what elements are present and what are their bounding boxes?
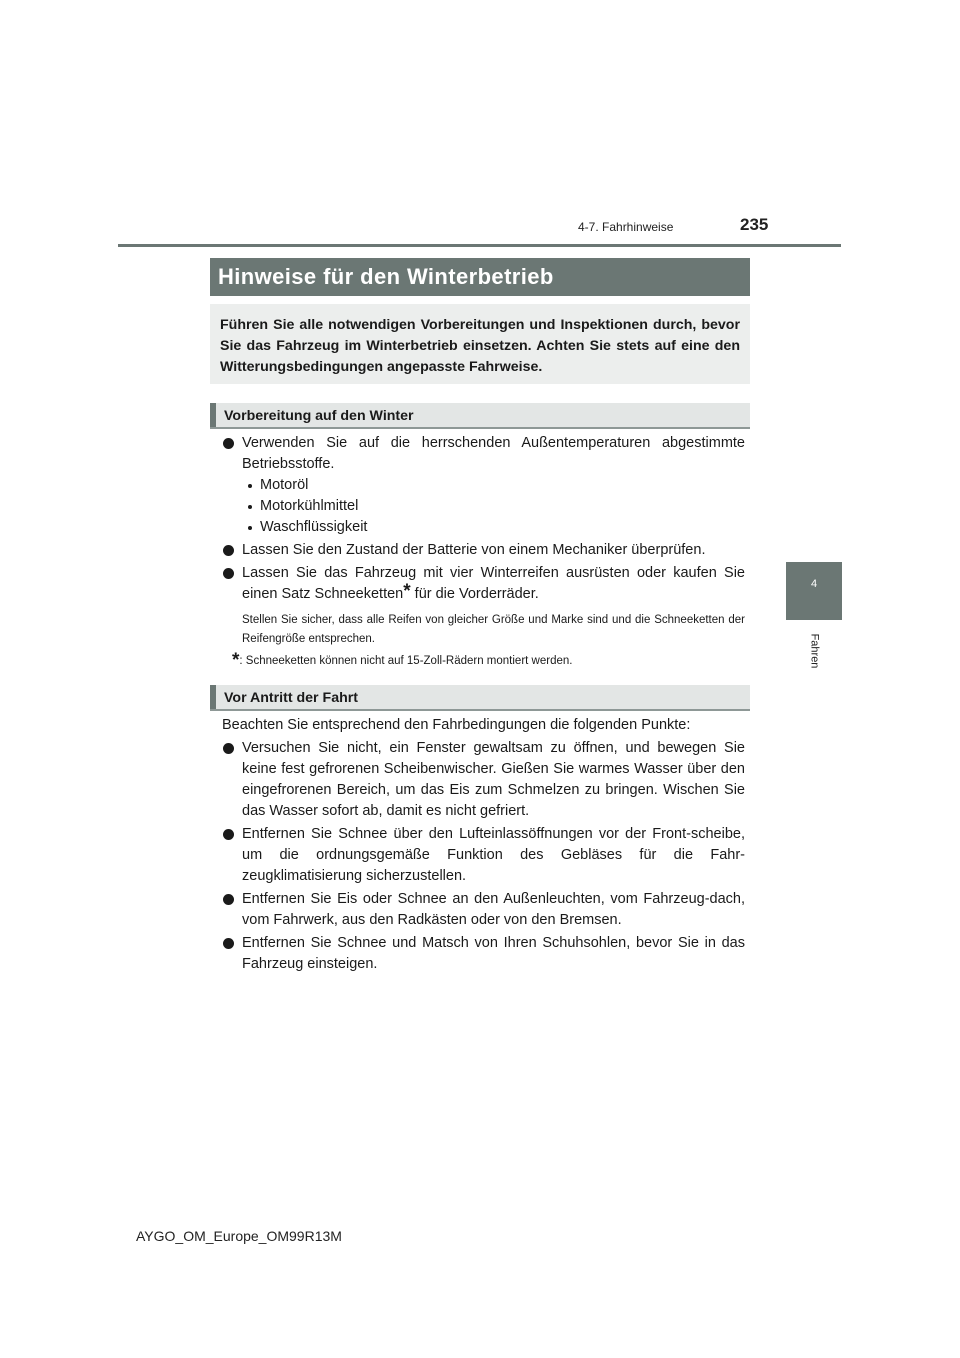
section-heading-before-driving: Vor Antritt der Fahrt [210,685,750,711]
document-footer-id: AYGO_OM_Europe_OM99R13M [136,1228,342,1244]
bullet-item: Lassen Sie den Zustand der Batterie von einem Mechaniker überprüfen. [222,540,745,561]
header-divider [118,244,841,247]
bullet-item: Entfernen Sie Schnee über den Lufteinlassöffnungen vor der Front-scheibe, um die ordnungsgemäße Funktion des Gebläses für die Fahr-zeugklimatisierung sicherzustellen. [222,824,745,887]
page-number: 235 [740,215,769,234]
chapter-tab-label: Fahren [807,633,820,669]
sub-item-kuehlmittel: Motorkühlmittel [222,496,745,517]
intro-box: Führen Sie alle notwendigen Vorbereitungen und Inspektionen durch, bevor Sie das Fahrzeug im Winterbetrieb einsetzen. Achten Sie stets auf eine den Witterungsbedingungen angepasste Fahrweise. [210,304,750,384]
footnote-marker: * [403,581,411,602]
sub-item-waschfluessigkeit: Waschflüssigkeit [222,517,745,538]
bullet-text: für die Vorderräder. [410,586,539,602]
bullet-item: Entfernen Sie Eis oder Schnee an den Außenleuchten, vom Fahrzeug-dach, vom Fahrwerk, aus den Radkästen oder von den Bremsen. [222,889,745,931]
sub-item-motoroel: Motoröl [222,475,745,496]
footnote-star: * [232,650,240,671]
chapter-tab-number: 4 [810,578,818,590]
page-title: Hinweise für den Winterbetrieb [210,258,750,296]
header-section-title: 4-7. Fahrhinweise [578,220,674,234]
section-winter-prep-body [222,433,745,671]
section-before-driving-body [222,715,745,975]
bullet-item: Verwenden Sie auf die herrschenden Außentemperaturen abgestimmte Betriebsstoffe. [222,433,745,475]
tire-note: Stellen Sie sicher, dass alle Reifen von gleicher Größe und Marke sind und die Schneeketten der Reifengröße entsprechen. [242,614,745,645]
bullet-item-snow-chains [222,563,745,605]
section-lead: Beachten Sie entsprechend den Fahrbedingungen die folgenden Punkte: [222,717,691,733]
footnote [222,651,745,671]
chapter-tab [786,562,842,620]
bullet-text: Lassen Sie das Fahrzeug mit vier Winterreifen ausrüsten oder kaufen Sie einen Satz Schneeketten [242,565,745,602]
section-heading-winter-prep: Vorbereitung auf den Winter [210,403,750,429]
footnote-text: : Schneeketten können nicht auf 15-Zoll-Rädern montiert werden. [239,655,573,667]
bullet-item: Entfernen Sie Schnee und Matsch von Ihren Schuhsohlen, bevor Sie in das Fahrzeug einsteigen. [222,933,745,975]
bullet-item: Versuchen Sie nicht, ein Fenster gewaltsam zu öffnen, und bewegen Sie keine fest gefrorenen Scheibenwischer. Gießen Sie warmes Wasser über den eingefrorenen Bereich, um das Eis zum Schmelzen zu bringen. Wischen Sie das Wasser sofort ab, damit es nicht gefriert. [222,738,745,822]
chapter-tab-label-wrap [786,626,842,676]
